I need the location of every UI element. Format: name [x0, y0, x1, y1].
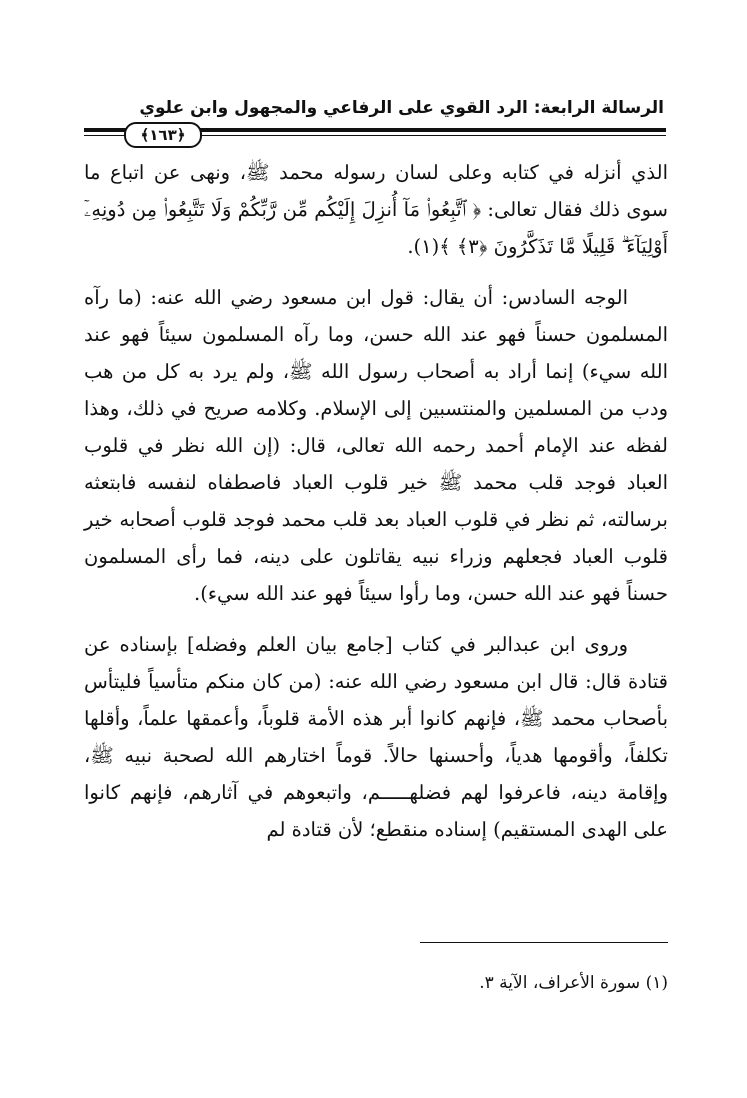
footnote-separator	[420, 942, 668, 943]
footnote: (١) سورة الأعراف، الآية ٣.	[479, 973, 668, 993]
header-rule	[84, 122, 666, 146]
paragraph-gap	[84, 265, 668, 279]
page-number: ﴿١٦٣﴾	[124, 122, 202, 148]
paragraph-gap	[84, 612, 668, 626]
paragraph-1: الذي أنزله في كتابه وعلى لسان رسوله محمد ﷺ، ونهى عن اتباع ما سوى ذلك فقال تعالى: ﴿ ٱتَّبِعُوا۟ مَآ أُنزِلَ إِلَيْكُم مِّن رَّبِّكُمْ وَلَا تَتَّبِعُوا۟ مِن دُونِهِۦٓ أَوْلِيَآءَ ۗ قَلِيلًا مَّا تَذَكَّرُونَ ﴿٣﴾ ﴾(١).	[84, 161, 668, 258]
rule-left-thin	[84, 135, 128, 136]
running-header: الرسالة الرابعة: الرد القوي على الرفاعي والمجهول وابن علوي	[139, 98, 664, 118]
paragraph-3	[84, 626, 668, 848]
rule-left-thick	[84, 128, 128, 132]
rule-thick	[148, 128, 666, 132]
paragraph-3-text: وروى ابن عبدالبر في كتاب [جامع بيان العلم وفضله] بإسناده عن قتادة قال: قال ابن مسعود رضي الله عنه: (من كان منكم متأسياً فليتأس بأصحاب محمد ﷺ، فإنهم كانوا أبر هذه الأمة قلوباً، وأعمقها علماً، وأقلها تكلفاً، وأقومها هدياً، وأحسنها حالاً. قوماً اختارهم الله لصحبة نبيه ﷺ، وإقامة دينه، فاعرفوا لهم فضلهـــــم، واتبعوهم في آثارهم، فإنهم كانوا على الهدى المستقيم) إسناده منقطع؛ لأن قتادة لم	[84, 633, 668, 841]
paragraph-2	[84, 279, 668, 612]
rule-thin	[148, 135, 666, 136]
paragraph-2-text: الوجه السادس: أن يقال: قول ابن مسعود رضي الله عنه: (ما رآه المسلمون حسناً فهو عند الله حسن، وما رآه المسلمون سيئاً فهو عند الله سيء) إنما أراد به أصحاب رسول الله ﷺ، ولم يرد به كل من هب ودب من المسلمين والمنتسبين إلى الإسلام. وكلامه صريح في ذلك، وهذا لفظه عند الإمام أحمد رحمه الله تعالى، قال: (إن الله نظر في قلوب العباد فوجد قلب محمد ﷺ خير قلوب العباد فاصطفاه لنفسه فابتعثه برسالته، ثم نظر في قلوب العباد بعد قلب محمد فوجد قلوب أصحابه خير قلوب العباد فجعلهم وزراء نبيه يقاتلون على دينه، فما رأى المسلمون حسناً فهو عند الله حسن، وما رأوا سيئاً فهو عند الله سيء).	[84, 286, 668, 605]
main-text	[84, 154, 668, 848]
